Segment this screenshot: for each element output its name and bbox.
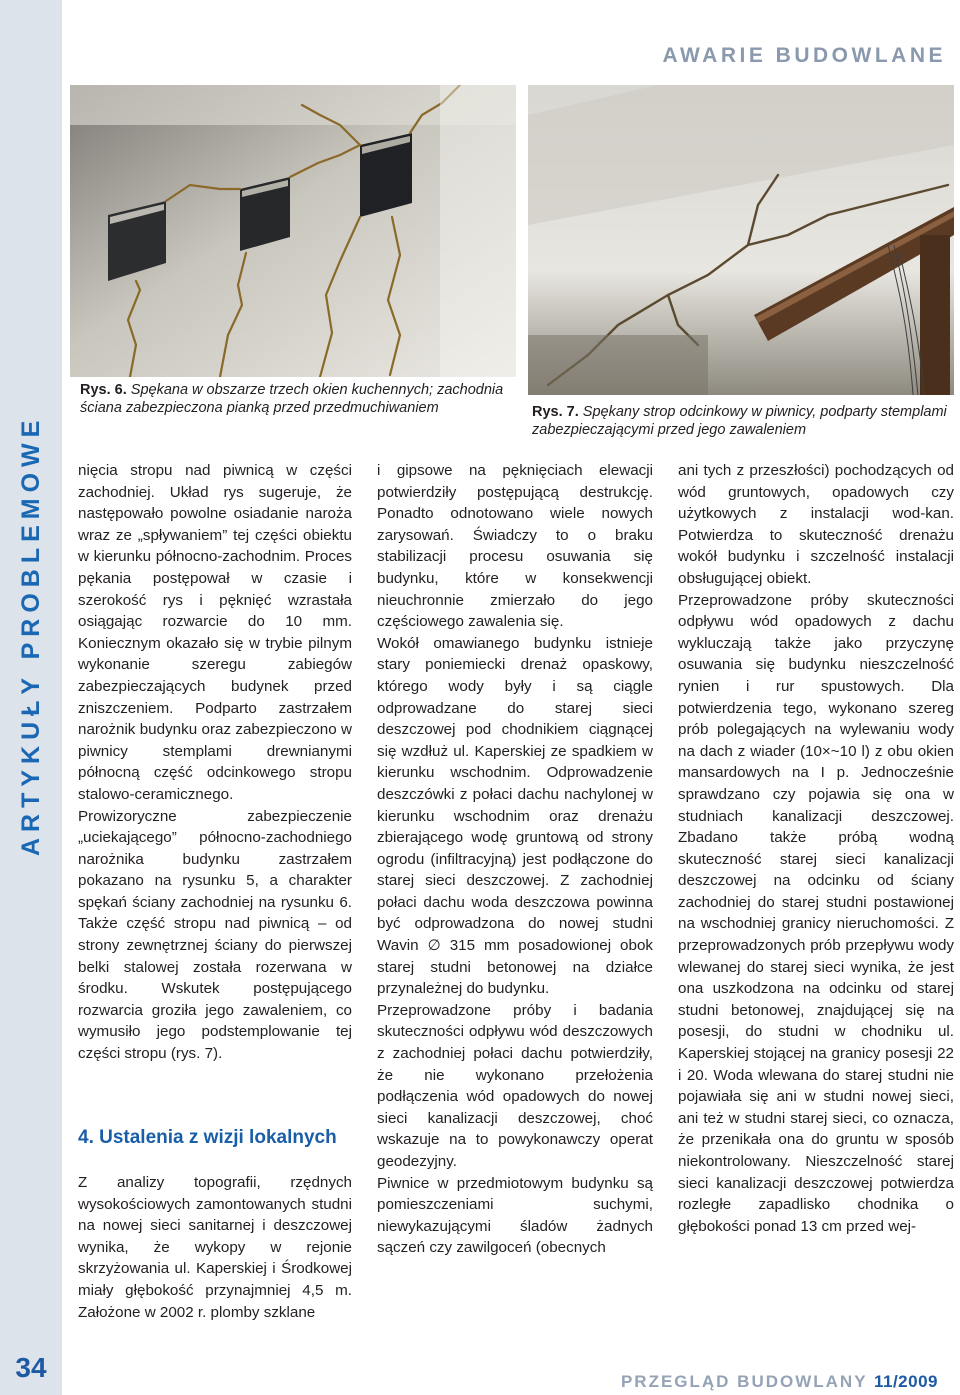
text-column-right (678, 460, 954, 1237)
figure-6-label: Rys. 6. (80, 382, 127, 398)
footer-issue: 11/2009 (873, 1372, 938, 1391)
figure-7-caption (532, 403, 958, 439)
figure-7-caption-text: Spękany strop odcinkowy w piwnicy, podparty stemplami zabezpieczającymi przed jego zawaleniem (532, 404, 947, 438)
figure-6-caption (80, 381, 512, 417)
figure-6-caption-text: Spękana w obszarze trzech okien kuchennych; zachodnia ściana zabezpieczona pianką przed przedmuchiwaniem (80, 382, 504, 416)
middle-paragraph-1: i gipsowe na pęknięciach elewacji potwierdziły postępującą destrukcję. Ponadto odnotowano wiele nowych zarysowań. Świadczy to o braku stabilizacji procesu osuwania się budynku, które w konsekwencji nieuchronnie zmierzało do jego częściowego zawalenia się. (377, 462, 653, 631)
right-paragraph-1: ani tych z przeszłości) pochodzących od wód gruntowych, opadowych czy użytkowych z instalacji wod-kan. Potwierdza to skuteczność drenażu wokół budynku i szczelność instalacji obsługującej obiekt. (678, 462, 954, 587)
footer-magazine-name: PRZEGLĄD BUDOWLANY (620, 1372, 868, 1391)
figure-6-photo (70, 85, 516, 377)
page-number: 34 (15, 1352, 47, 1383)
sidebar (0, 0, 62, 1395)
middle-paragraph-3: Przeprowadzone próby i badania skuteczności odpływu wód deszczowych z zachodniej połaci dachu potwierdziły, że nie wykonano przełożenia podłączenia wód opadowych do nowej sieci kanalizacji deszczowej, choć wskazuje na to powykonawczy operat geodezyjny. (377, 1001, 653, 1170)
left-paragraph-1: nięcia stropu nad piwnicą w części zachodniej. Układ rys sugeruje, że następowało powolne osiadanie naroża wraz ze „spływaniem” tej części obiektu w kierunku północno-zachodnim. Proces pękania postępował w czasie i szerokość rys i pęknięć wzrastała osiągając rozwarcie do 10 mm. Koniecznym okazało się w trybie pilnym wykonanie szeregu zabiegów zabezpieczających budynek przed zniszczeniem. Podparto zastrzałem narożnik budynku oraz zabezpieczono w piwnicy stemplami drewnianymi północną część odcinkowego stropu stalowo-ceramicznego. (78, 462, 352, 803)
section-vertical-label: ARTYKUŁY PROBLEMOWE (17, 414, 45, 856)
left-paragraph-2: Prowizoryczne zabezpieczenie „uciekającego” północno-zachodniego narożnika budynku zastrzałem pokazano na rysunku 5, a charakter spękań ściany zachodniej na rysunku 6. Także część stropu nad piwnicą – od strony zewnętrznej ściany do pierwszej belki stalowej została rozerwana w środku. Wskutek postępującego rozwarcia groziła jego zawaleniem, co wymusiło jego podstemplowanie tej części stropu (rys. 7). (78, 807, 352, 1063)
right-paragraph-2: Przeprowadzone próby skuteczności odpływu wód opadowych z dachu wykluczają także jako przyczynę osuwania się budynku nieszczelność rynien i rur spustowych. Dla potwierdzenia tego, wykonano szereg prób polegających na wylewaniu wody na dach z wiader (10×~10 l) z obu okien mansardowych na I p. Jednocześnie sprawdzano czy pojawia się ona w studniach kanalizacji deszczowej. Zbadano także próbą wodną skuteczność starej sieci kanalizacji deszczowej na odcinku od ściany zachodniej do starej studni postawionej na wschodniej granicy nieruchomości. Z przeprowadzonych prób przepływu wody wlewanej do starej sieci wynika, że jest ona uszkodzona na odcinku od starej studni betonowej, znajdującej się na posesji, do studni w chodniku ul. Kaperskiej stojącej na granicy posesji 22 i 20. Woda wlewana do starej studni nie pojawiała się ani w studni nowej sieci, ani też w studni starej sieci, co oznacza, że przenikała ona do gruntu w sposób niekontrolowany. Nieszczelność starej sieci kanalizacji deszczowej potwierdza rozległe zapadlisko chodnika o głębokości ponad 13 cm przed wej- (678, 591, 954, 1235)
section-heading: 4. Ustalenia z wizji lokalnych (78, 1127, 337, 1148)
running-header: AWARIE BUDOWLANE (662, 44, 946, 67)
footer (621, 1372, 938, 1392)
text-column-left (78, 460, 352, 1065)
left-paragraph-3: Z analizy topografii, rzędnych wysokościowych zamontowanych studni na nowej sieci sanitarnej i deszczowej wynika, że wykopy w rejonie skrzyżowania ul. Kaperskiej i Środkowej miały głębokość przynajmniej 4,5 m. Założone w 2002 r. plomby szklane (78, 1174, 352, 1321)
figure-7-photo (528, 85, 954, 395)
text-column-left-bottom (78, 1172, 352, 1323)
text-column-middle (377, 460, 653, 1259)
middle-paragraph-2: Wokół omawianego budynku istnieje stary poniemiecki drenaż opaskowy, którego wody były i są ciągle odprowadzane do starej sieci deszczowej pod chodnikiem ciągnącej się wzdłuż ul. Kaperskiej ze spadkiem w kierunku wschodnim. Odprowadzenie deszczówki z połaci dachu nachylonej w kierunku wschodnim oraz drenażu zbierającego wodę gruntową od strony ogrodu (infiltracyjną) jest podłączone do starej sieci deszczowej. Z zachodniej połaci dachu woda deszczowa powinna być odprowadzona do nowej studni Wavin ∅ 315 mm posadowionej obok starej studni betonowej na działce przynależnej do budynku. (377, 634, 653, 998)
figure-7-label: Rys. 7. (532, 404, 579, 420)
middle-paragraph-4: Piwnice w przedmiotowym budynku są pomieszczeniami suchymi, niewykazującymi śladów żadnych sączeń czy zawilgoceń (obecnych (377, 1174, 653, 1257)
